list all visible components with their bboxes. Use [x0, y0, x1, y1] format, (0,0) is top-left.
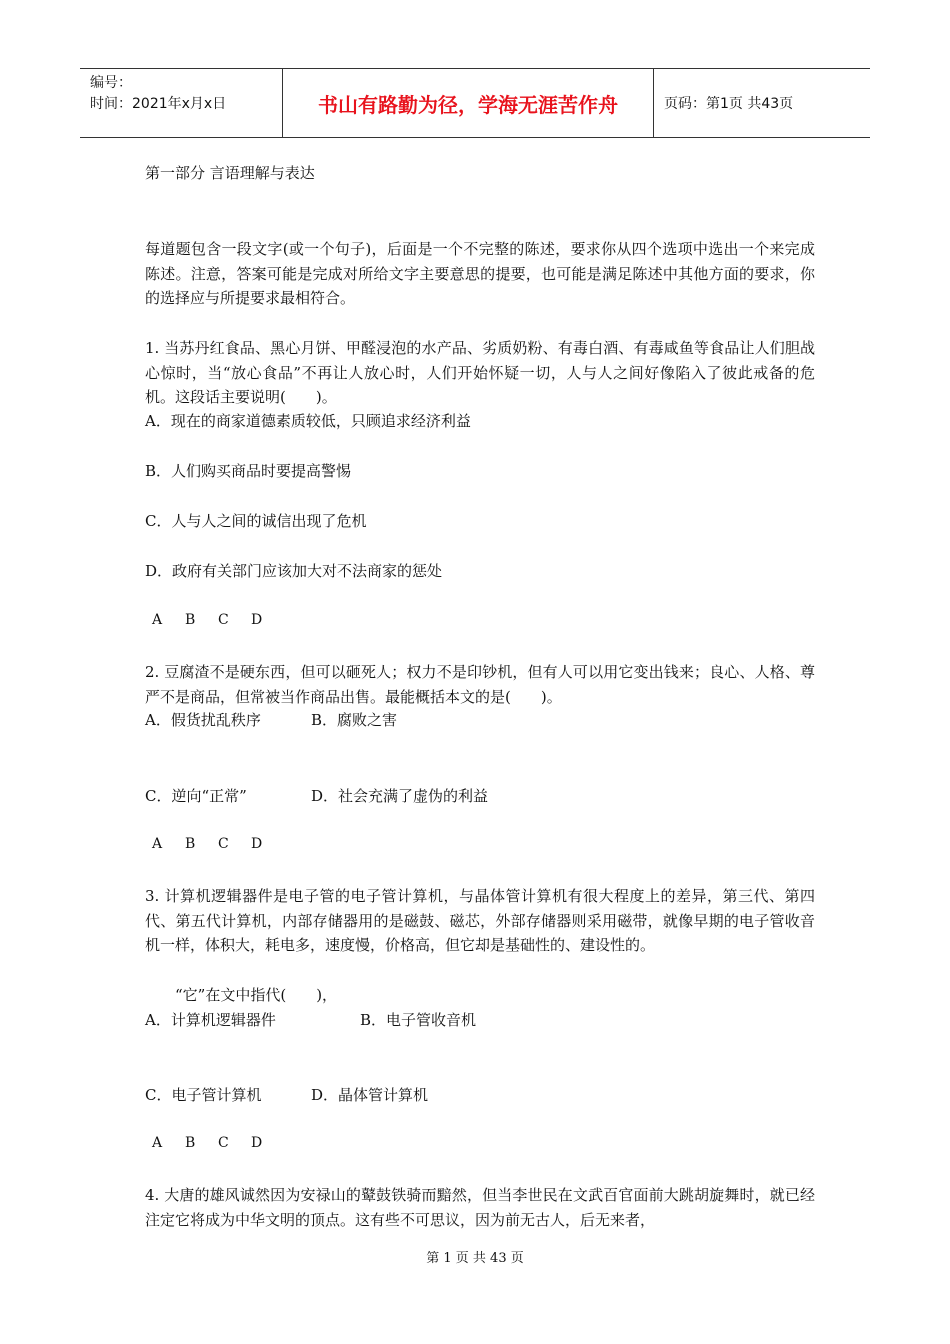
- question-1-stem: 1. 当苏丹红食品、黑心月饼、甲醛浸泡的水产品、劣质奶粉、有毒白酒、有毒咸鱼等食品让人们胆战心惊时，当“放心食品”不再让人放心时，人们开始怀疑一切，人与人之间好像陷入了彼此戒备的危机。这段话主要说明( )。: [145, 339, 815, 406]
- answer-choice[interactable]: D: [251, 612, 263, 628]
- answer-choice[interactable]: A: [152, 1135, 163, 1151]
- question-3-subprompt: “它”在文中指代( )，: [175, 986, 338, 1004]
- number-label: 编号：: [90, 75, 132, 91]
- question-1-option-c: C．人与人之间的诚信出现了危机: [145, 512, 367, 530]
- question-3-option-c: C．电子管计算机: [145, 1086, 262, 1104]
- question-3-option-a: A．计算机逻辑器件: [145, 1011, 276, 1029]
- question-4-stem: 4. 大唐的雄风诚然因为安禄山的鼙鼓铁骑而黯然，但当李世民在文武百官面前大跳胡旋舞时，就已经注定它将成为中华文明的顶点。这有些不可思议，因为前无古人，后无来者，: [145, 1186, 815, 1229]
- question-2-option-a: A．假货扰乱秩序: [145, 711, 261, 729]
- page-footer: 第 1 页 共 43 页: [426, 1251, 524, 1266]
- answer-choice[interactable]: C: [218, 1135, 229, 1151]
- header-divider: [653, 69, 654, 137]
- answer-choice[interactable]: B: [185, 612, 196, 628]
- question-2-answer-choices: [152, 836, 284, 852]
- question-3-option-b: B．电子管收音机: [360, 1011, 477, 1029]
- question-2-option-d: D．社会充满了虚伪的利益: [311, 787, 489, 805]
- question-2-stem: 2. 豆腐渣不是硬东西，但可以砸死人；权力不是印钞机，但有人可以用它变出钱来；良心、人格、尊严不是商品，但常被当作商品出售。最能概括本文的是( )。: [145, 663, 815, 706]
- answer-choice[interactable]: A: [152, 612, 163, 628]
- question-2-option-c: C．逆向“正常”: [145, 787, 247, 805]
- answer-choice[interactable]: B: [185, 1135, 196, 1151]
- header-page-info: 页码：第1页 共43页: [664, 96, 794, 112]
- question-3-stem: 3. 计算机逻辑器件是电子管的电子管计算机，与晶体管计算机有很大程度上的差异，第三代、第四代、第五代计算机，内部存储器用的是磁鼓、磁芯，外部存储器则采用磁带，就像早期的电子管收音机一样，体积大，耗电多，速度慢，价格高，但它却是基础性的、建设性的。: [145, 887, 815, 954]
- page-header: [80, 68, 870, 138]
- answer-choice[interactable]: C: [218, 836, 229, 852]
- instructions: 每道题包含一段文字(或一个句子)，后面是一个不完整的陈述，要求你从四个选项中选出一个来完成陈述。注意，答案可能是完成对所给文字主要意思的提要，也可能是满足陈述中其他方面的要求，你的选择应与所提要求最相符合。: [145, 240, 815, 307]
- question-3-option-d: D．晶体管计算机: [311, 1086, 429, 1104]
- header-meta-cell: [80, 69, 282, 137]
- question-2-option-b: B．腐败之害: [311, 711, 398, 729]
- answer-choice[interactable]: A: [152, 836, 163, 852]
- question-1-option-d: D．政府有关部门应该加大对不法商家的惩处: [145, 562, 443, 580]
- answer-choice[interactable]: C: [218, 612, 229, 628]
- question-1-option-b: B．人们购买商品时要提高警惕: [145, 462, 352, 480]
- header-motto: 书山有路勤为径，学海无涯苦作舟: [318, 92, 618, 117]
- answer-choice[interactable]: B: [185, 836, 196, 852]
- answer-choice[interactable]: D: [251, 836, 263, 852]
- section-title: 第一部分 言语理解与表达: [145, 164, 315, 182]
- question-3-answer-choices: [152, 1135, 284, 1151]
- question-1-answer-choices: [152, 612, 284, 628]
- time-label: 时间：2021年x月x日: [90, 96, 227, 112]
- question-1-option-a: A．现在的商家道德素质较低，只顾追求经济利益: [145, 412, 471, 430]
- answer-choice[interactable]: D: [251, 1135, 263, 1151]
